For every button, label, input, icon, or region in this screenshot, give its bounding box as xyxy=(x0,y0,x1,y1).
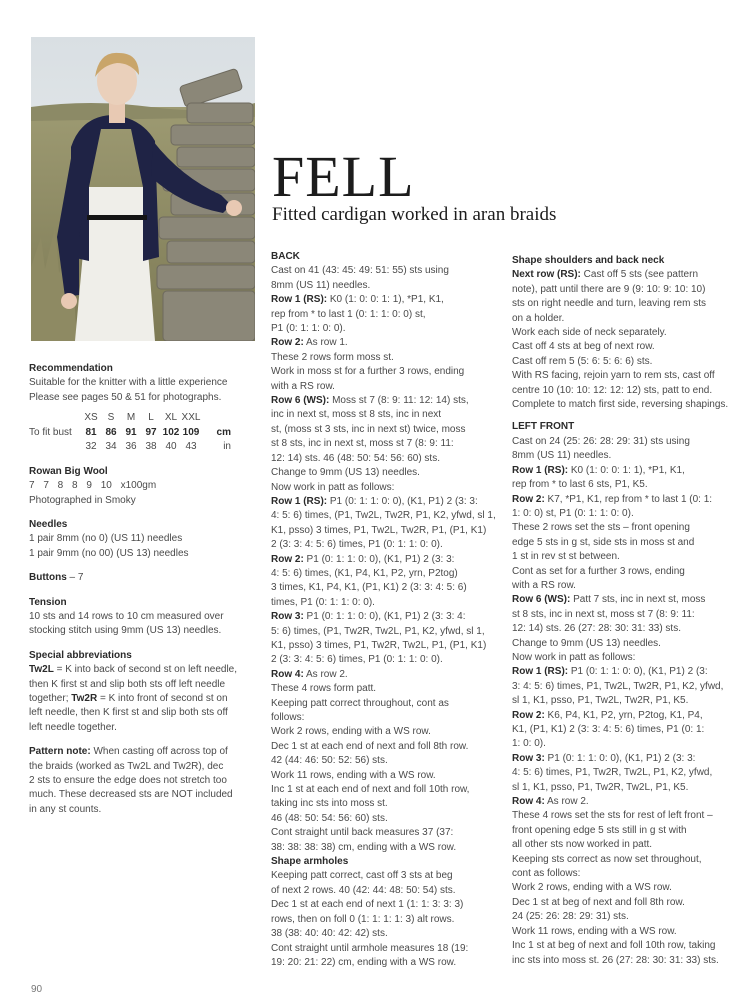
instruction-line xyxy=(271,452,501,466)
instruction-line xyxy=(271,682,501,696)
size-label: L xyxy=(148,412,154,424)
instruction-line xyxy=(271,725,501,739)
instruction-text: As row 1. xyxy=(303,337,348,349)
instruction-line xyxy=(512,521,747,535)
buttons-line xyxy=(29,571,261,585)
instruction-text: rep from * to last 6 sts, P1, K5. xyxy=(512,479,648,491)
instruction-line xyxy=(512,651,747,665)
instruction-line xyxy=(271,567,501,581)
instruction-text: Now work in patt as follows: xyxy=(512,651,636,663)
tension-text: stocking stitch using 9mm (US 13) needles. xyxy=(29,625,222,637)
instruction-line xyxy=(512,297,747,311)
instruction-text: K1, psso) 3 times, P1, Tw2R, Tw2L, P1, (P1, K1) xyxy=(271,639,487,651)
instruction-line xyxy=(512,449,747,463)
instruction-line xyxy=(271,942,501,956)
instruction-text: 3: 4: 5: 6) times, P1, Tw2L, Tw2R, P1, K2, yfwd, xyxy=(512,680,724,692)
instruction-text: all other sts now worked in patt. xyxy=(512,839,653,851)
instruction-text: Cont straight until armhole measures 18 (19: xyxy=(271,942,469,954)
instruction-line xyxy=(271,740,501,754)
instruction-text: K1, psso) 3 times, P1, Tw2L, Tw2R, P1, (P1, K1) xyxy=(271,524,487,536)
woman-in-cardigan-photo xyxy=(31,37,255,341)
instruction-line xyxy=(512,881,747,895)
instruction-text: Now work in patt as follows: xyxy=(271,481,395,493)
instruction-line xyxy=(271,956,501,970)
instruction-line xyxy=(271,481,501,495)
instruction-text: These 2 rows form moss st. xyxy=(271,351,394,363)
instruction-text: 38: 38: 38: 38) cm, ending with a WS row. xyxy=(271,841,457,853)
instruction-text: sl 1, K1, psso, P1, Tw2L, Tw2R, P1, K5. xyxy=(512,695,689,707)
pattern-note-line: much. These decreased sts are NOT included xyxy=(29,789,233,801)
bust-in: 40 xyxy=(165,441,177,453)
instruction-line xyxy=(271,639,501,653)
instruction-line xyxy=(271,553,501,567)
instruction-text: K7, *P1, K1, rep from * to last 1 (0: 1: xyxy=(544,493,713,505)
instruction-line xyxy=(271,538,501,552)
instruction-heading: Row 4: xyxy=(271,668,304,680)
instruction-line xyxy=(512,412,747,420)
instruction-line xyxy=(512,493,747,507)
instruction-line xyxy=(512,622,747,636)
instruction-text: 19: 20: 21: 22) cm, ending with a WS row. xyxy=(271,956,457,968)
instruction-heading: Row 2: xyxy=(512,493,545,505)
bust-cm: 81 xyxy=(85,426,97,438)
size-label: XS xyxy=(84,412,98,424)
instruction-line xyxy=(512,340,747,354)
instruction-line xyxy=(512,268,747,282)
pattern-note-text: When casting off across top of xyxy=(90,746,228,758)
recommendation-text: Please see pages 50 & 51 for photographs. xyxy=(29,391,222,403)
instruction-line xyxy=(512,254,747,268)
bust-in: 32 xyxy=(85,441,97,453)
instruction-line xyxy=(271,653,501,667)
pattern-title: FELL xyxy=(272,144,415,209)
instruction-text: K1, (P1, K1) 2 (3: 3: 4: 5: 6) times, P1 (0: 1: xyxy=(512,724,705,735)
instruction-heading: Row 2: xyxy=(271,337,304,349)
instruction-text: K0 (1: 0: 0: 1: 1), *P1, K1, xyxy=(568,464,685,476)
instruction-text: times, P1 (0: 1: 1: 0: 0). xyxy=(271,596,375,608)
instruction-text: 12: 14) sts. 26 (27: 28: 30: 31: 33) sts. xyxy=(512,623,681,635)
bust-cm: 109 xyxy=(182,426,200,438)
instruction-line xyxy=(271,336,501,350)
instruction-text: front opening edge 5 sts still in g st with xyxy=(512,824,687,836)
tension-heading: Tension xyxy=(29,596,67,608)
instruction-text: P1 (0: 1: 1: 0: 0), (K1, P1) 2 (3: xyxy=(568,666,708,678)
buttons-label: Buttons xyxy=(29,572,67,584)
instruction-text: These 4 rows set the sts for rest of left front – xyxy=(512,810,713,822)
instruction-text: P1 (0: 1: 1: 0: 0). xyxy=(271,323,346,335)
instruction-line xyxy=(271,495,501,509)
instruction-text: with a RS row. xyxy=(271,380,335,392)
instruction-line xyxy=(271,869,501,883)
instruction-heading: Row 1 (RS): xyxy=(512,666,569,678)
abbreviation-line: left needle together. xyxy=(29,721,117,733)
instruction-text: 8mm (US 11) needles. xyxy=(512,450,612,462)
instruction-heading: BACK xyxy=(271,251,300,262)
instruction-text: Dec 1 st at beg of next and foll 8th row. xyxy=(512,896,685,908)
instruction-line xyxy=(512,369,747,383)
instruction-text: P1 (0: 1: 1: 0: 0), (K1, P1) 2 (3: 3: xyxy=(544,752,696,764)
instruction-line xyxy=(512,312,747,326)
needles-heading: Needles xyxy=(29,518,68,530)
yarn-heading: Rowan Big Wool xyxy=(29,465,108,477)
instruction-line xyxy=(271,394,501,408)
instruction-text: sts on right needle and turn, leaving rem sts xyxy=(512,298,706,310)
instruction-text: 42 (44: 46: 50: 52: 56) sts. xyxy=(271,755,388,767)
instruction-line xyxy=(512,478,747,492)
instruction-text: 38 (38: 40: 40: 42: 42) sts. xyxy=(271,928,388,940)
instruction-line xyxy=(512,550,747,564)
instruction-text: 3 times, K1, P4, K1, (P1, K1) 2 (3: 3: 4: 5: 6) xyxy=(271,582,467,594)
instruction-line xyxy=(271,697,501,711)
pattern-subtitle: Fitted cardigan worked in aran braids xyxy=(272,204,557,225)
instruction-text: 5: 6) times, (P1, Tw2R, Tw2L, P1, K2, yfwd, sl 1, xyxy=(271,625,485,637)
instruction-line xyxy=(271,509,501,523)
instruction-line xyxy=(512,355,747,369)
instruction-line xyxy=(512,939,747,953)
instruction-line xyxy=(512,665,747,679)
instruction-text: centre 10 (10: 10: 12: 12: 12) sts, patt to end. xyxy=(512,384,713,396)
instruction-text: Dec 1 st at each end of next 1 (1: 1: 3: 3: 3) xyxy=(271,899,464,911)
instruction-text: P1 (0: 1: 1: 0: 0), (K1, P1) 2 (3: 3: 4: xyxy=(303,611,466,623)
instruction-line xyxy=(271,581,501,595)
instruction-line xyxy=(271,812,501,826)
instruction-line xyxy=(271,293,501,307)
instruction-line xyxy=(271,610,501,624)
fit-bust-cm-row xyxy=(29,426,231,441)
instruction-text: inc sts into moss st. 26 (27: 28: 30: 31: 33) sts. xyxy=(512,954,719,966)
instruction-heading: LEFT FRONT xyxy=(512,421,575,433)
instruction-text: As row 2. xyxy=(544,796,589,808)
instruction-line xyxy=(512,910,747,924)
instruction-text: Keeping patt correct throughout, cont as xyxy=(271,697,449,709)
instruction-line xyxy=(512,838,747,852)
instruction-heading: Shape shoulders and back neck xyxy=(512,255,665,266)
needles-text: 1 pair 9mm (no 00) (US 13) needles xyxy=(29,547,189,559)
instruction-line xyxy=(271,408,501,422)
bust-cm: 86 xyxy=(105,426,117,438)
instruction-text: Inc 1 st at each end of next and foll 10th row, xyxy=(271,784,470,796)
instruction-line xyxy=(512,795,747,809)
instruction-line xyxy=(271,308,501,322)
abbrev-def: = K into front of second st on xyxy=(97,693,228,704)
instruction-text: These 2 rows set the sts – front opening xyxy=(512,522,690,534)
instruction-text: Patt 7 sts, inc in next st, moss xyxy=(570,594,706,606)
instruction-line xyxy=(271,668,501,682)
instruction-text: 2 (3: 3: 4: 5: 6) times, P1 (0: 1: 1: 0: 0). xyxy=(271,539,443,551)
instruction-text: K6, P4, K1, P2, yrn, P2tog, K1, P4, xyxy=(544,709,703,721)
instruction-text: 4: 5: 6) times, (K1, P4, K1, P2, yrn, P2tog) xyxy=(271,567,458,579)
instruction-heading: Row 1 (RS): xyxy=(512,464,569,476)
instruction-text: with a RS row. xyxy=(512,579,576,591)
tension-text: 10 sts and 14 rows to 10 cm measured over xyxy=(29,610,224,622)
needles-text: 1 pair 8mm (no 0) (US 11) needles xyxy=(29,533,183,545)
instruction-line xyxy=(512,384,747,398)
instruction-text: K0 (1: 0: 0: 1: 1), *P1, K1, xyxy=(327,294,444,306)
size-table xyxy=(29,411,231,455)
abbreviations-heading: Special abbreviations xyxy=(29,649,132,661)
instruction-text: st 8 sts, inc in next st, moss st 7 (8: 9: 11: xyxy=(512,608,695,620)
instruction-line xyxy=(512,326,747,340)
instruction-text: Work 11 rows, ending with a WS row. xyxy=(271,769,436,781)
instruction-text: Cast off 5 sts (see pattern xyxy=(580,269,699,281)
instruction-line xyxy=(512,680,747,694)
instruction-line xyxy=(512,435,747,449)
bust-cm: 97 xyxy=(145,426,157,438)
instruction-text: Change to 9mm (US 13) needles. xyxy=(271,467,420,479)
instruction-heading: Shape armholes xyxy=(271,856,349,868)
instruction-text: Cont straight until back measures 37 (37: xyxy=(271,827,454,839)
cm-unit: cm xyxy=(216,426,231,438)
instruction-line xyxy=(512,853,747,867)
instruction-line xyxy=(512,896,747,910)
instruction-line xyxy=(271,322,501,336)
yarn-amounts: 7 7 8 8 9 10 x100gm xyxy=(29,480,157,492)
instruction-line xyxy=(271,754,501,768)
instruction-text: Keeping patt correct, cast off 3 sts at beg xyxy=(271,870,453,882)
instruction-heading: Next row (RS): xyxy=(512,269,581,281)
instruction-heading: Row 3: xyxy=(271,611,304,623)
instruction-text: Work 11 rows, ending with a WS row. xyxy=(512,925,677,937)
instruction-line xyxy=(271,596,501,610)
instruction-line xyxy=(271,711,501,725)
abbreviation-line: left needle, then K first st and slip both sts off xyxy=(29,707,228,719)
instruction-line xyxy=(512,766,747,780)
instruction-text: Cast on 24 (25: 26: 28: 29: 31) sts using xyxy=(512,435,690,447)
instruction-line xyxy=(512,709,747,723)
abbrev-def: = K into back of second st on left needle, xyxy=(53,664,238,676)
recommendation-text: Suitable for the knitter with a little experience xyxy=(29,377,228,389)
back-instructions-column xyxy=(271,250,501,970)
instruction-text: Moss st 7 (8: 9: 11: 12: 14) sts, xyxy=(329,395,469,407)
instruction-line xyxy=(271,913,501,927)
instruction-text: Inc 1 st at beg of next and foll 10th row, taking xyxy=(512,940,716,952)
instruction-text: Work each side of neck separately. xyxy=(512,327,667,339)
instruction-line xyxy=(271,898,501,912)
instruction-line xyxy=(512,420,747,434)
instruction-text: st 8 sts, inc in next st, moss st 7 (8: 9: 11: xyxy=(271,438,454,450)
fit-bust-in-row xyxy=(29,440,231,455)
instruction-line xyxy=(271,927,501,941)
instruction-text: edge 5 sts in g st, side sts in moss st and xyxy=(512,536,695,548)
instruction-line xyxy=(512,723,747,737)
instruction-line xyxy=(271,841,501,855)
bust-in: 36 xyxy=(125,441,137,453)
instruction-line xyxy=(271,769,501,783)
fit-bust-label: To fit bust xyxy=(29,426,72,438)
instruction-line xyxy=(512,752,747,766)
abbrev-term: Tw2L xyxy=(29,664,54,676)
instruction-line xyxy=(271,279,501,293)
instruction-heading: Row 6 (WS): xyxy=(271,395,330,407)
instruction-text: note), patt until there are 9 (9: 10: 9: 10: 10) xyxy=(512,283,706,295)
instruction-text: Cont as set for a further 3 rows, ending xyxy=(512,565,685,577)
instruction-text: taking inc sts into moss st. xyxy=(271,798,388,810)
instruction-text: 1: 0: 0). xyxy=(512,738,546,750)
instruction-line xyxy=(271,466,501,480)
instruction-line xyxy=(512,398,747,412)
instruction-heading: Row 4: xyxy=(512,796,545,808)
instruction-text: With RS facing, rejoin yarn to rem sts, cast off xyxy=(512,370,715,382)
instruction-line xyxy=(271,264,501,278)
bust-in: 34 xyxy=(105,441,117,453)
instruction-line xyxy=(512,824,747,838)
instruction-line xyxy=(512,593,747,607)
instruction-line xyxy=(512,579,747,593)
bust-cm: 91 xyxy=(125,426,137,438)
instruction-line xyxy=(512,781,747,795)
instruction-text: Dec 1 st at each end of next and foll 8th row. xyxy=(271,740,469,752)
abbrev-def: together; xyxy=(29,693,72,704)
instruction-line xyxy=(512,565,747,579)
instruction-text: cont as follows: xyxy=(512,868,581,880)
instruction-line xyxy=(271,437,501,451)
instruction-text: P1 (0: 1: 1: 0: 0), (K1, P1) 2 (3: 3: xyxy=(327,495,478,507)
instruction-text: 4: 5: 6) times, (P1, Tw2L, Tw2R, P1, K2, yfwd, sl 1, xyxy=(271,510,496,522)
instruction-text: These 4 rows form patt. xyxy=(271,683,377,695)
yarn-photo-note: Photographed in Smoky xyxy=(29,494,136,506)
left-column xyxy=(29,362,261,817)
instruction-line xyxy=(271,826,501,840)
instruction-line xyxy=(271,625,501,639)
instruction-line xyxy=(512,536,747,550)
pattern-note-line xyxy=(29,745,261,759)
buttons-value: – 7 xyxy=(66,572,84,584)
instruction-text: 4: 5: 6) times, P1, Tw2R, Tw2L, P1, K2, yfwd, xyxy=(512,767,713,779)
instruction-heading: Row 2: xyxy=(512,709,545,721)
page-number: 90 xyxy=(31,984,43,995)
size-label-row xyxy=(29,411,231,426)
instruction-text: 8mm (US 11) needles. xyxy=(271,279,371,291)
size-label: XXL xyxy=(181,412,201,424)
bust-cm: 102 xyxy=(162,426,180,438)
instruction-line xyxy=(271,884,501,898)
instruction-text: inc in next st, moss st 8 sts, inc in next xyxy=(271,409,442,421)
bust-in: 38 xyxy=(145,441,157,453)
instruction-text: 24 (25: 26: 28: 29: 31) sts. xyxy=(512,911,629,923)
in-unit: in xyxy=(223,441,231,453)
abbrev-term: Tw2R xyxy=(71,693,98,704)
recommendation-heading: Recommendation xyxy=(29,363,113,374)
instruction-text: on a holder. xyxy=(512,312,565,324)
instruction-text: Cast off 4 sts at beg of next row. xyxy=(512,341,655,353)
instruction-text: st, (moss st 3 sts, inc in next st) twice, moss xyxy=(271,423,466,435)
instruction-heading: Row 2: xyxy=(271,553,304,565)
instruction-text: rep from * to last 1 (0: 1: 1: 0: 0) st, xyxy=(271,308,426,320)
pattern-note-line: in any st counts. xyxy=(29,803,102,815)
instruction-text: P1 (0: 1: 1: 0: 0), (K1, P1) 2 (3: 3: xyxy=(303,553,455,565)
instruction-line xyxy=(512,737,747,751)
instruction-line xyxy=(512,283,747,297)
instruction-line xyxy=(512,608,747,622)
instruction-heading: Row 6 (WS): xyxy=(512,594,571,606)
instruction-line xyxy=(512,507,747,521)
instruction-heading: Row 1 (RS): xyxy=(271,294,328,306)
instruction-text: rows, then on foll 0 (1: 1: 1: 1: 3) alt rows. xyxy=(271,913,455,925)
pattern-note-line: 2 sts to ensure the edge does not stretch too xyxy=(29,775,227,787)
instruction-text: 12: 14) sts. 46 (48: 50: 54: 56: 60) sts. xyxy=(271,452,440,464)
instruction-line xyxy=(512,809,747,823)
instruction-line xyxy=(512,464,747,478)
instruction-text: of next 2 rows. 40 (42: 44: 48: 50: 54) sts. xyxy=(271,884,456,896)
instruction-line xyxy=(271,524,501,538)
instruction-line xyxy=(271,380,501,394)
instruction-text: Work in moss st for a further 3 rows, ending xyxy=(271,366,465,378)
instruction-text: Change to 9mm (US 13) needles. xyxy=(512,637,661,649)
instruction-text: 1: 0: 0) st, P1 (0: 1: 1: 0: 0). xyxy=(512,507,634,519)
instruction-text: Cast on 41 (43: 45: 49: 51: 55) sts using xyxy=(271,265,449,277)
model-photo xyxy=(31,37,255,341)
size-label: S xyxy=(107,412,115,424)
instruction-line xyxy=(271,783,501,797)
size-label: XL xyxy=(164,412,178,424)
size-label: M xyxy=(126,412,136,424)
instruction-text: Work 2 rows, ending with a WS row. xyxy=(271,726,431,738)
instruction-text: Keeping sts correct as now set throughout, xyxy=(512,853,702,865)
instruction-line xyxy=(271,423,501,437)
instruction-heading: Row 3: xyxy=(512,752,545,764)
front-instructions-column xyxy=(512,254,747,968)
instruction-text: Cast off rem 5 (5: 6: 5: 6: 6) sts. xyxy=(512,355,653,367)
instruction-line xyxy=(512,925,747,939)
instruction-line xyxy=(512,694,747,708)
instruction-text: Work 2 rows, ending with a WS row. xyxy=(512,882,672,894)
instruction-heading: Row 1 (RS): xyxy=(271,495,328,507)
instruction-line xyxy=(512,637,747,651)
pattern-note-line: the braids (worked as Tw2L and Tw2R), dec xyxy=(29,760,224,772)
pattern-note-label: Pattern note: xyxy=(29,746,91,758)
instruction-text: follows: xyxy=(271,712,305,723)
instruction-line xyxy=(512,954,747,968)
instruction-text: sl 1, K1, psso, P1, Tw2R, Tw2L, P1, K5. xyxy=(512,781,689,793)
instruction-line xyxy=(271,855,501,869)
instruction-line xyxy=(271,351,501,365)
instruction-text: 46 (48: 50: 54: 56: 60) sts. xyxy=(271,812,388,824)
bust-in: 43 xyxy=(185,441,197,453)
instruction-line xyxy=(271,365,501,379)
abbreviation-line xyxy=(29,663,261,677)
instruction-line xyxy=(271,250,501,264)
instruction-text: As row 2. xyxy=(303,668,348,680)
instruction-line xyxy=(512,867,747,881)
instruction-line xyxy=(271,797,501,811)
instruction-text: 1 st in rev st st between. xyxy=(512,551,620,563)
instruction-text: Complete to match first side, reversing shapings. xyxy=(512,399,729,411)
abbreviation-line: then K first st and slip both sts off left needle xyxy=(29,678,226,690)
instruction-text: 2 (3: 3: 4: 5: 6) times, P1 (0: 1: 1: 0: 0). xyxy=(271,654,443,666)
abbreviation-line xyxy=(29,692,261,706)
